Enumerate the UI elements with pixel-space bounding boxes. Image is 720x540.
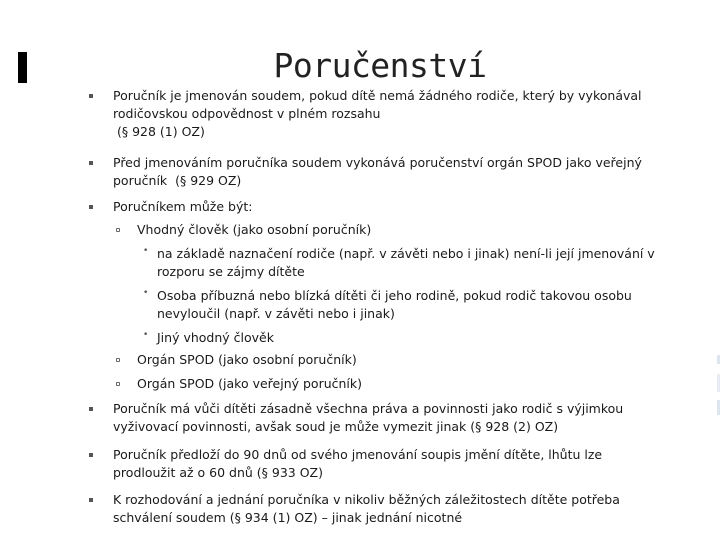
bullet-icon [89, 453, 93, 457]
sub-bullet-icon [116, 382, 120, 386]
bullet-item-level-1 [113, 446, 693, 482]
sub-sub-bullet-icon: • [143, 288, 149, 298]
bullet-item-level-3 [157, 329, 697, 347]
bullet-text-line: prodloužit až o 60 dnů (§ 933 OZ) [113, 465, 323, 480]
bullet-text-line: vyživovací povinnosti, avšak soud je může vymezit jinak (§ 928 (2) OZ) [113, 419, 559, 434]
bullet-icon [89, 498, 93, 502]
bullet-text-line: Poručník má vůči dítěti zásadně všechna práva a povinnosti jako rodič s výjimkou [113, 401, 624, 416]
bullet-item-level-2 [137, 221, 697, 239]
bullet-text-line: poručník (§ 929 OZ) [113, 173, 242, 188]
bullet-icon [89, 205, 93, 209]
bullet-item-level-1 [113, 154, 693, 190]
bullet-text-line: rodičovskou odpovědnost v plném rozsahu [113, 106, 381, 121]
bullet-item-level-1 [113, 400, 693, 436]
bullet-text-line: Poručník předloží do 90 dnů od svého jmenování soupis jmění dítěte, lhůtu lze [113, 447, 603, 462]
bullet-item-level-1 [113, 198, 693, 216]
bullet-item-level-1 [113, 491, 693, 527]
bullet-text-line: Poručníkem může být: [113, 199, 253, 214]
bullet-item-level-2 [137, 375, 697, 393]
bullet-text-line: Osoba příbuzná nebo blízká dítěti či jeho rodině, pokud rodič takovou osobu [157, 288, 632, 303]
bullet-text-line: Jiný vhodný člověk [157, 330, 274, 345]
bullet-icon [89, 407, 93, 411]
bullet-text-line: na základě naznačení rodiče (např. v závěti nebo i jinak) není-li její jmenování v [157, 246, 655, 261]
bullet-text-line: Poručník je jmenován soudem, pokud dítě nemá žádného rodiče, který by vykonával [113, 88, 642, 103]
bullet-icon [89, 161, 93, 165]
sub-sub-bullet-icon: • [143, 246, 149, 256]
bullet-text-line: (§ 928 (1) OZ) [113, 124, 205, 139]
bullet-text-line: Vhodný člověk (jako osobní poručník) [137, 222, 372, 237]
bullet-text-line: schválení soudem (§ 934 (1) OZ) – jinak jednání nicotné [113, 510, 463, 525]
bullet-text-line: rozporu se zájmy dítěte [157, 264, 305, 279]
bullet-text-line: K rozhodování a jednání poručníka v nikoliv běžných záležitostech dítěte potřeba [113, 492, 620, 507]
bullet-item-level-3 [157, 245, 697, 281]
sub-bullet-icon [116, 358, 120, 362]
bullet-icon [89, 94, 93, 98]
bullet-text-line: nevyloučil (např. v závěti nebo i jinak) [157, 306, 395, 321]
bullet-item-level-1 [113, 87, 693, 141]
bullet-item-level-3 [157, 287, 697, 323]
sub-sub-bullet-icon: • [143, 330, 149, 340]
bullet-item-level-2 [137, 351, 697, 369]
bullet-text-line: Orgán SPOD (jako veřejný poručník) [137, 376, 363, 391]
sub-bullet-icon [116, 228, 120, 232]
bullet-text-line: Orgán SPOD (jako osobní poručník) [137, 352, 357, 367]
bullet-text-line: Před jmenováním poručníka soudem vykonává poručenství orgán SPOD jako veřejný [113, 155, 642, 170]
slide-title: Poručenství [273, 46, 487, 85]
